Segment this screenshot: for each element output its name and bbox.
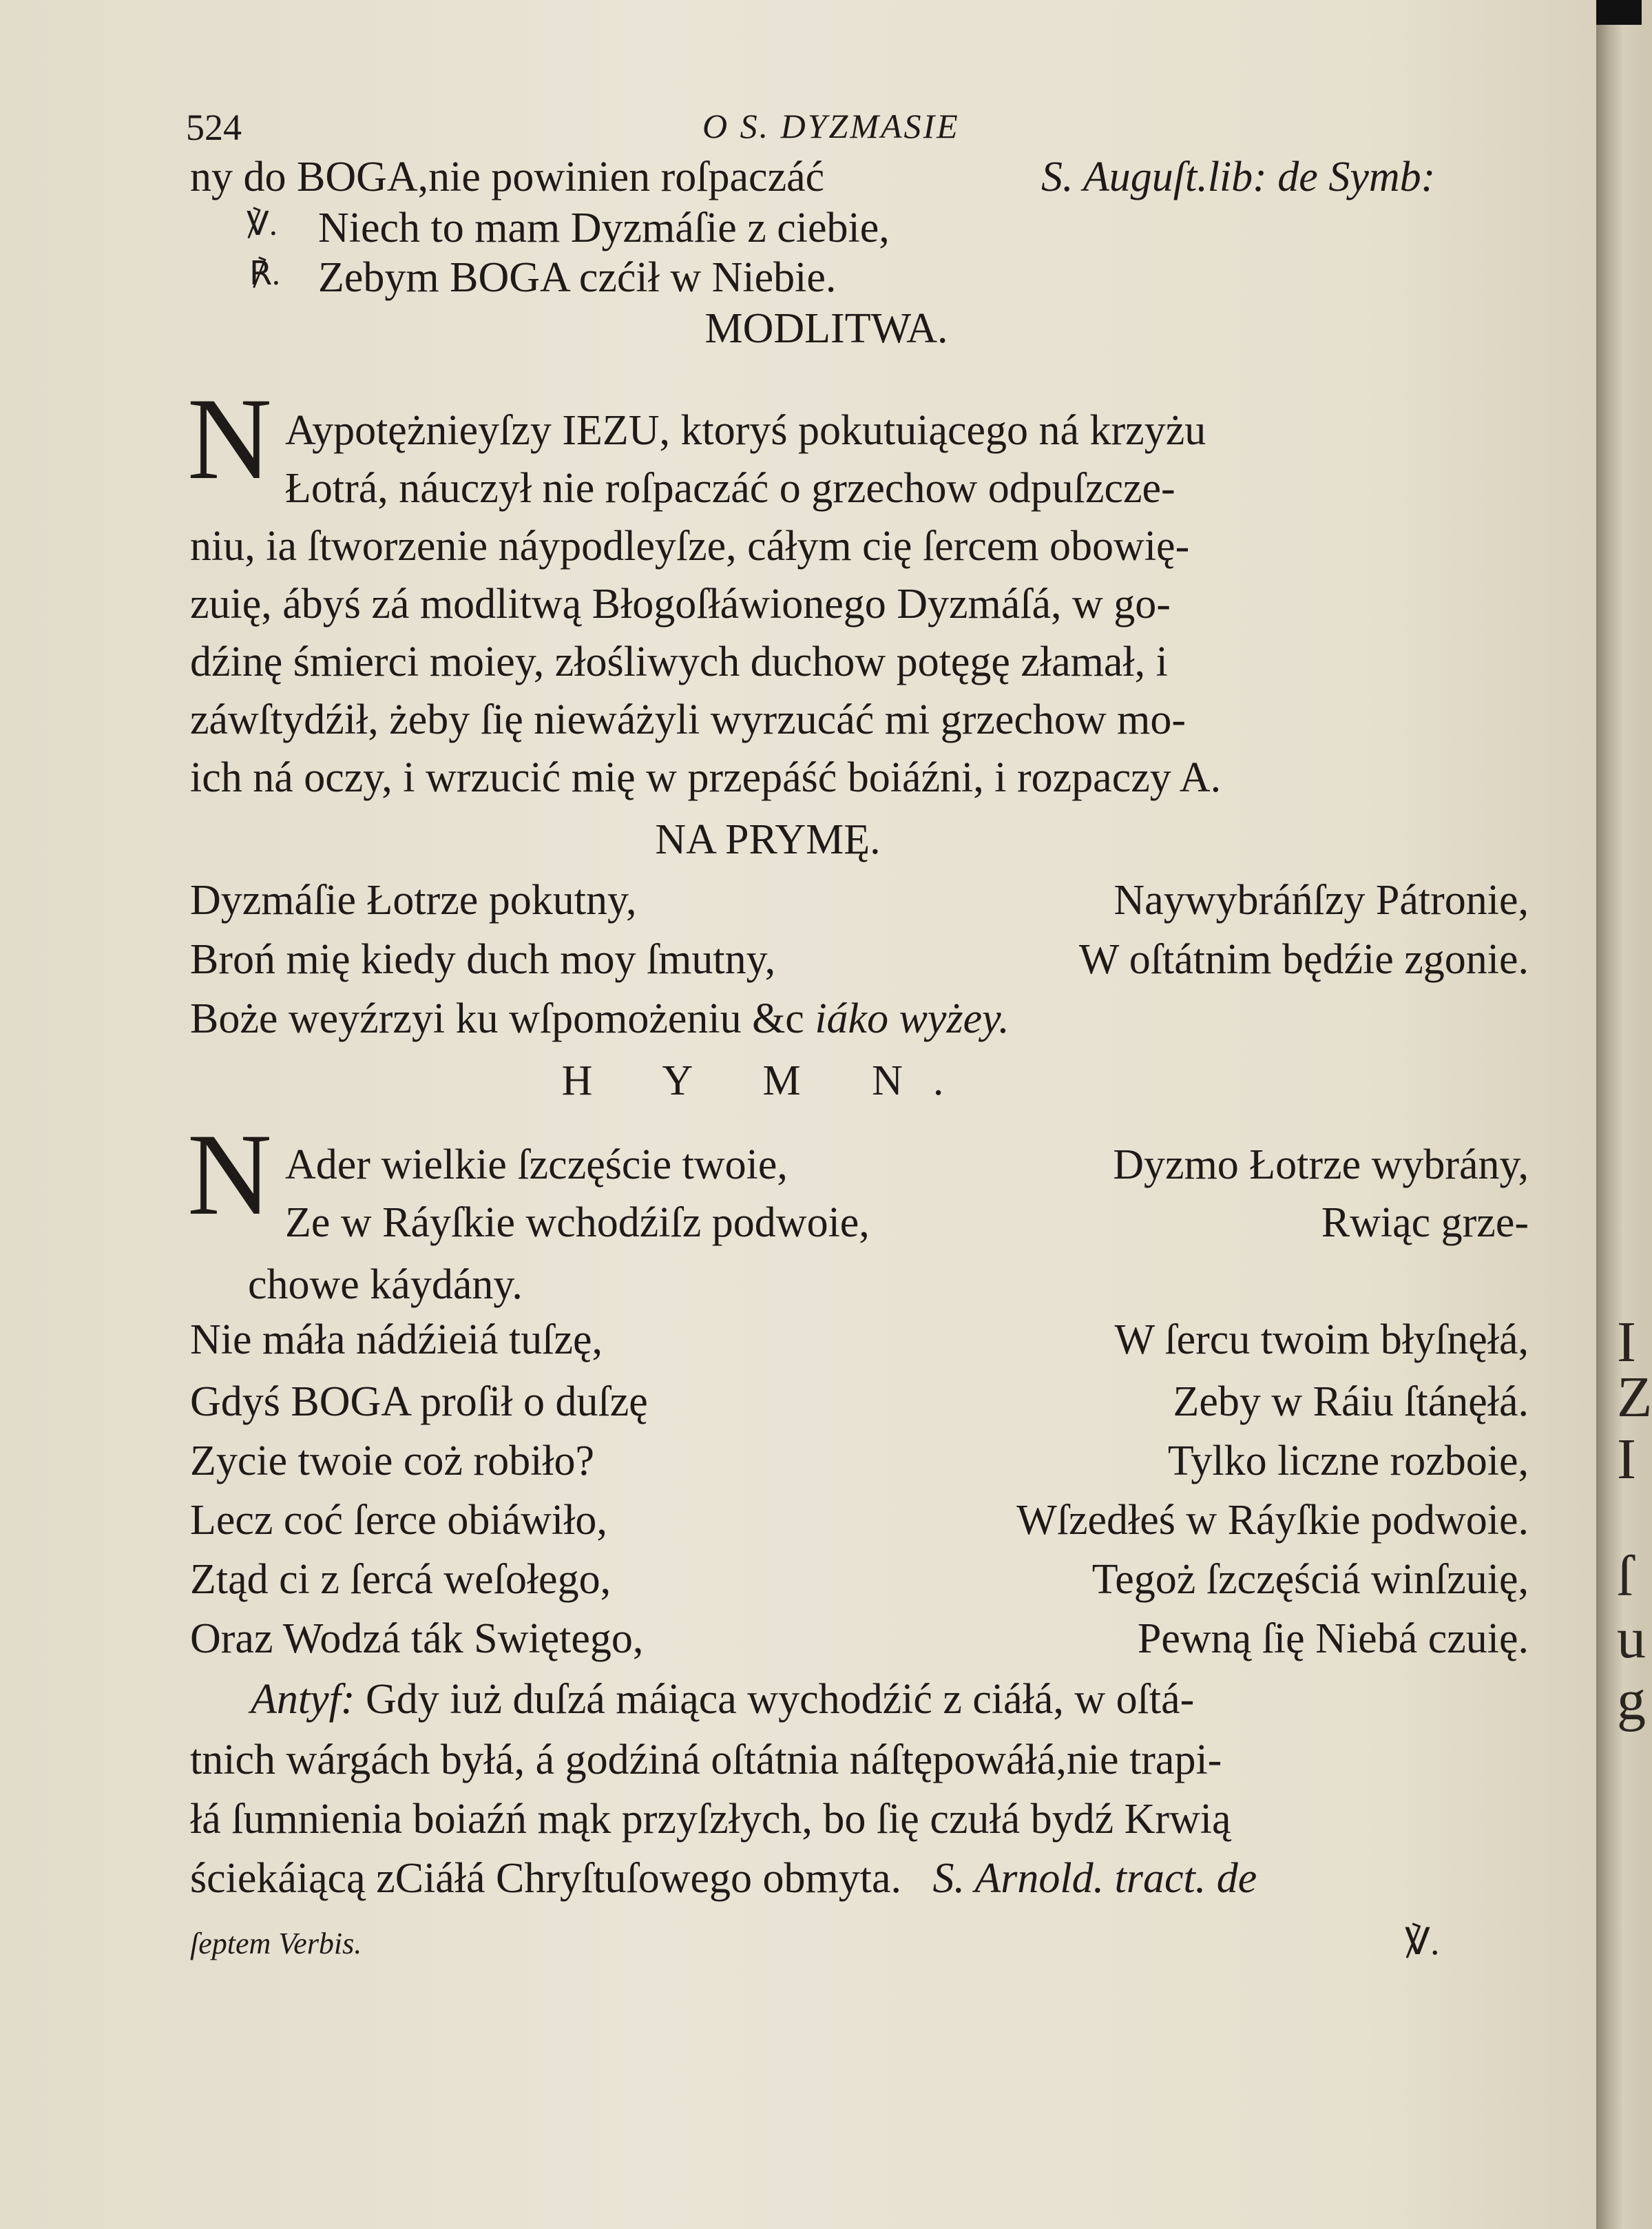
antiphon-line-4 [190, 1857, 1257, 1900]
hymn-couplet-2-right: Zeby w Ráiu ſtánęłá. [1173, 1378, 1529, 1425]
prime-couplet-1-left: Dyzmáſie Łotrze pokutny, [190, 877, 637, 924]
prime-couplet-2-left: Broń mię kiedy duch moy ſmutny, [190, 936, 776, 983]
prime-couplet-2-right: W oſtátnim będźie zgonie. [1078, 936, 1529, 983]
hymn-couplet-5-left: Ztąd ci z ſercá weſołego, [190, 1556, 611, 1603]
hymn-couplet-2-left: Gdyś BOGA proſił o duſzę [190, 1378, 648, 1425]
hymn-couplet-6-left: Oraz Wodzá ták Swiętego, [190, 1615, 644, 1662]
hymn-couplet-5-right: Tegoż ſzczęściá winſzuię, [1091, 1556, 1529, 1603]
hymn-couplet-3-left: Zycie twoie coż robiło? [190, 1438, 595, 1484]
hymn-couplet-6-right: Pewną ſię Niebá czuię. [1137, 1615, 1529, 1662]
versicle-symbol: ℣. [247, 206, 278, 242]
body-line-1: ny do BOGA,nie powinien roſpaczáć [190, 154, 825, 200]
prayer-line-2: Łotrá, náuczył nie roſpaczáć o grzechow odpuſzcze- [285, 465, 1175, 512]
hymn-heading: H Y M N. [561, 1057, 974, 1104]
citation-arnold: S. Arnold. tract. de [932, 1855, 1257, 1902]
antiphon-line-2: tnich wárgách byłá, á godźiná oſtátnia náſtępowáłá,nie trapi- [190, 1736, 1222, 1783]
prime-closing-italic: iáko wyżey. [815, 995, 1010, 1042]
page-number: 524 [186, 107, 242, 148]
adjacent-page-letter: g [1617, 1668, 1646, 1732]
adjacent-page-letter: I [1617, 1310, 1636, 1374]
hymn-opening-2-left: Ze w Ráyſkie wchodźiſz podwoie, [285, 1199, 870, 1246]
hymn-couplet-1-right: W ſercu twoim błyſnęłá, [1114, 1316, 1529, 1363]
hymn-opening-1-left: Ader wielkie ſzczęście twoie, [285, 1141, 788, 1188]
prayer-heading: MODLITWA. [704, 305, 948, 352]
hymn-continuation: chowe káydány. [248, 1261, 523, 1308]
antiphon-text-1: Gdy iuż duſzá máiąca wychodźić z ciáłá, w oſtá- [366, 1676, 1195, 1723]
hymn-couplet-3-right: Tylko liczne rozboie, [1167, 1438, 1529, 1484]
adjacent-page-letter: I [1617, 1427, 1636, 1491]
adjacent-page-letter: Z [1617, 1365, 1652, 1429]
hymn-couplet-4-left: Lecz coć ſerce obiáwiło, [190, 1497, 607, 1544]
hymn-couplet-1-left: Nie máła nádźieiá tuſzę, [190, 1316, 603, 1363]
citation-augustine: S. Auguſt.lib: de Symb: [1041, 154, 1436, 200]
prayer-dropcap: N [187, 374, 272, 504]
response-symbol: ℟. [249, 256, 280, 292]
hymn-opening-2-right: Rwiąc grze- [1321, 1199, 1529, 1246]
hymn-opening-1-right: Dyzmo Łotrze wybrány, [1113, 1141, 1529, 1188]
prayer-line-5: dźinę śmierci moiey, złośliwych duchow potęgę złamał, i [190, 639, 1168, 685]
hymn-couplet-4-right: Wſzedłeś w Ráyſkie podwoie. [1016, 1497, 1529, 1544]
prime-closing-text: Boże weyźrzyi ku wſpomożeniu &c [190, 995, 804, 1042]
prayer-line-3: niu, ia ſtworzenie náypodleyſze, cáłym cię ſercem obowię- [190, 523, 1190, 570]
running-title: O S. DYZMASIE [702, 107, 960, 145]
catchword: ℣. [1405, 1921, 1440, 1962]
citation-arnold-cont: ſeptem Verbis. [190, 1927, 362, 1960]
prayer-line-4: zuię, ábyś zá modlitwą Błogoſłáwionego Dyzmáſá, w go- [190, 581, 1171, 628]
antiphon-line-1 [251, 1678, 1194, 1721]
hymn-dropcap: N [187, 1110, 272, 1239]
prayer-line-7: ich ná oczy, i wrzucić mię w przepáść boiáźni, i rozpaczy A. [190, 754, 1222, 801]
prayer-line-1: Aypotężnieyſzy IEZU, ktoryś pokutuiącego ná krzyżu [285, 407, 1206, 454]
prime-closing [190, 997, 1010, 1040]
antiphon-label: Antyf: [251, 1676, 355, 1723]
adjacent-page-letter: ſ [1617, 1544, 1633, 1608]
versicle-text: Niech to mam Dyzmáſie z ciebie, [318, 205, 890, 251]
antiphon-text-4: ściekáiącą zCiáłá Chryſtuſowego obmyta. [190, 1855, 901, 1902]
prime-couplet-1-right: Naywybráńſzy Pátronie, [1113, 877, 1529, 924]
antiphon-line-3: łá ſumnienia boiaźń mąk przyſzłych, bo ſię czułá bydź Krwią [190, 1796, 1231, 1843]
adjacent-page-letter: u [1617, 1606, 1646, 1670]
response-text: Zebym BOGA czćił w Niebie. [318, 254, 837, 301]
prayer-line-6: záwſtydźił, żeby ſię niewáżyli wyrzucáć mi grzechow mo- [190, 696, 1186, 743]
prime-heading: NA PRYMĘ. [655, 816, 881, 863]
